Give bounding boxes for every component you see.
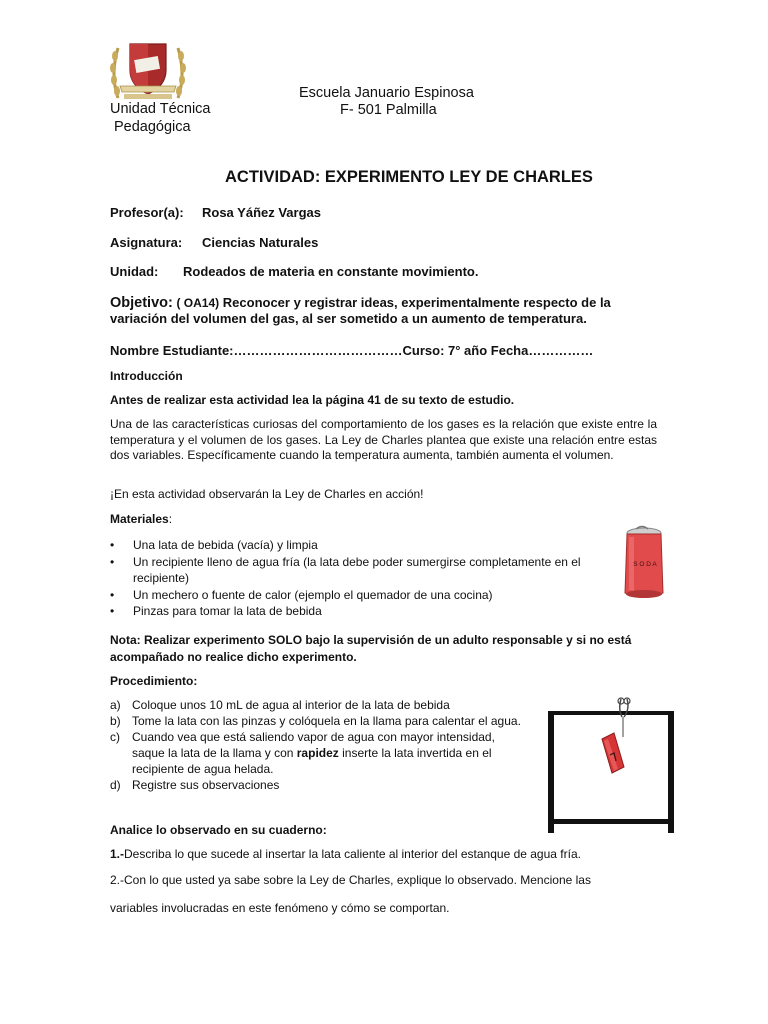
teacher-field: [110, 205, 321, 220]
list-item: • Pinzas para tomar la lata de bebida: [110, 603, 610, 620]
materials-colon: :: [168, 512, 173, 526]
list-marker: b): [110, 714, 121, 728]
question-1-number: 1.-: [110, 847, 125, 861]
safety-note: Nota: Realizar experimento SOLO bajo la supervisión de un adulto responsable y si no está acompañado no realice dicho experimento.: [110, 633, 632, 664]
list-item: • Un recipiente lleno de agua fría (la lata debe poder sumergirse completamente en el recipiente): [110, 554, 610, 587]
procedure-heading: Procedimiento:: [110, 674, 198, 688]
procedure-list: [110, 697, 530, 793]
list-text: Registre sus observaciones: [132, 778, 280, 792]
list-item: [110, 777, 530, 793]
school-name: Escuela Januario Espinosa: [299, 85, 474, 101]
teacher-value: Rosa Yáñez Vargas: [202, 205, 321, 220]
list-item: [110, 713, 530, 729]
teacher-label: Profesor(a):: [110, 205, 184, 220]
list-text-bold: rapidez: [296, 746, 339, 760]
list-text-post: inserte la lata invertida en el recipiente de agua helada.: [132, 746, 492, 776]
intro-instruction: Antes de realizar esta actividad lea la página 41 de su texto de estudio.: [110, 393, 515, 407]
objective: [110, 295, 650, 327]
can-label: S O D A: [633, 561, 657, 568]
intro-paragraph: Una de las características curiosas del comportamiento de los gases es la relación que existe entre la temperatura y el volumen de los gases. La Ley de Charles plantea que existe una relación entre estas dos variables. Específicamente cuando la temperatura aumenta, también aumenta el volumen.: [110, 417, 657, 462]
unit-name-line2: Pedagógica: [114, 119, 191, 135]
question-1: [110, 847, 581, 861]
subject-label: Asignatura:: [110, 235, 183, 250]
school-code: F- 501 Palmilla: [340, 102, 437, 118]
objective-code: ( OA14): [176, 296, 220, 310]
materials-heading-line: [110, 512, 172, 526]
list-item: [110, 729, 530, 777]
question-1-text: Describa lo que sucede al insertar la lata caliente al interior del estanque de agua fría.: [124, 847, 581, 861]
question-2-line1: 2.-Con lo que usted ya sabe sobre la Ley de Charles, explique lo observado. Mencione las: [110, 873, 591, 887]
intro-heading: Introducción: [110, 369, 183, 383]
unit-label: Unidad:: [110, 264, 159, 279]
experiment-setup-illustration: [548, 695, 674, 833]
list-item: [110, 697, 530, 713]
list-marker: a): [110, 698, 121, 712]
soda-can-illustration: [620, 525, 668, 601]
school-crest-logo: [108, 40, 188, 102]
list-text: Tome la lata con las pinzas y colóquela en la llama para calentar el agua.: [132, 714, 521, 728]
materials-heading: Materiales: [110, 512, 169, 526]
list-text-pre: Cuando vea que está saliendo vapor de agua con mayor intensidad, saque la lata de la llama y con: [132, 730, 495, 760]
subject-value: Ciencias Naturales: [202, 235, 319, 250]
objective-text: Reconocer y registrar ideas, experimentalmente respecto de la variación del volumen del gas, al ser sometido a un aumento de temperatura.: [110, 295, 611, 326]
unit-field: [110, 264, 478, 279]
intro-exclaim: ¡En esta actividad observarán la Ley de Charles en acción!: [110, 487, 424, 501]
list-marker: d): [110, 778, 121, 792]
list-item: • Una lata de bebida (vacía) y limpia: [110, 537, 610, 554]
analysis-heading: Analice lo observado en su cuaderno:: [110, 823, 327, 837]
unit-value: Rodeados de materia en constante movimiento.: [183, 264, 479, 279]
question-2-line2: variables involucradas en este fenómeno y cómo se comportan.: [110, 901, 450, 915]
document-title: ACTIVIDAD: EXPERIMENTO LEY DE CHARLES: [225, 168, 593, 186]
list-text: Coloque unos 10 mL de agua al interior de la lata de bebida: [132, 698, 450, 712]
materials-list: [110, 537, 610, 620]
list-item: • Un mechero o fuente de calor (ejemplo el quemador de una cocina): [110, 587, 610, 604]
list-marker: c): [110, 730, 120, 744]
unit-name-line1: Unidad Técnica: [110, 101, 211, 117]
student-info-line: Nombre Estudiante:…………………………………Curso: 7° año Fecha……………: [110, 343, 594, 358]
subject-field: [110, 235, 318, 250]
objective-label: Objetivo:: [110, 295, 173, 311]
